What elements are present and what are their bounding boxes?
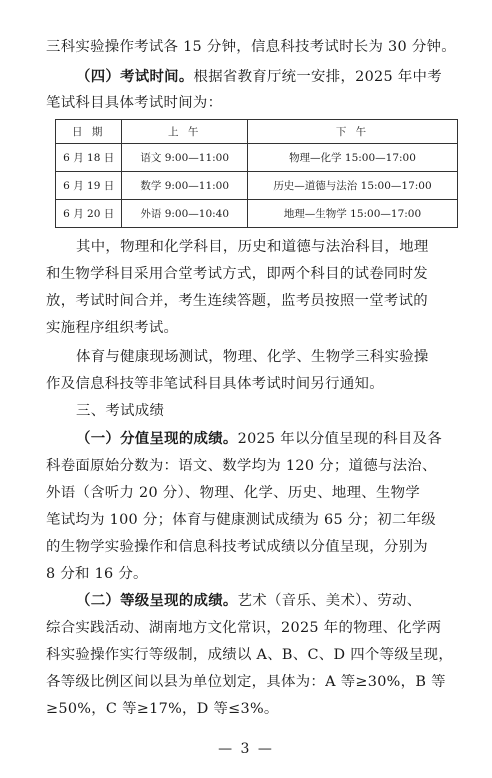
- cell-afternoon: 物理—化学 15:00—17:00: [247, 144, 457, 172]
- text-line: 放，考试时间合并，考生连续答题，监考员按照一堂考试的: [46, 293, 428, 309]
- text-line: 实施程序组织考试。: [46, 320, 179, 336]
- exam-schedule-table: [55, 119, 458, 228]
- table-row: [56, 200, 458, 228]
- cell-afternoon: 历史—道德与法治 15:00—17:00: [247, 172, 457, 200]
- cell-date: 6 月 20 日: [56, 200, 122, 228]
- text-line: 笔试均为 100 分；体育与健康测试成绩为 65 分；初二年级: [46, 512, 436, 528]
- table-row: [56, 172, 458, 200]
- heading-label: （一）分值呈现的成绩。: [76, 430, 238, 447]
- text-line: 体育与健康现场测试，物理、化学、生物学三科实验操: [76, 349, 429, 365]
- section-heading-exam-time: [76, 68, 460, 86]
- heading-label: （四）考试时间。: [76, 68, 194, 85]
- page-number: — 3 —: [218, 741, 274, 757]
- table-header-row: [56, 120, 458, 144]
- header-morning: 上 午: [122, 120, 248, 144]
- text-line: ≥50%，C 等≥17%，D 等≤3%。: [46, 701, 279, 717]
- text-line: 科实验操作实行等级制，成绩以 A、B、C、D 四个等级呈现，: [46, 647, 454, 663]
- text-line: 综合实践活动、湖南地方文化常识，2025 年的物理、化学两: [46, 620, 442, 636]
- text-line: 科卷面原始分数为：语文、数学均为 120 分；道德与法治、: [46, 458, 437, 474]
- cell-afternoon: 地理—生物学 15:00—17:00: [247, 200, 457, 228]
- subsection-grade-levels: [76, 592, 460, 610]
- text-run: 艺术（音乐、美术）、劳动、: [237, 593, 422, 609]
- text-line: 其中，物理和化学科目，历史和道德与法治科目，地理: [76, 239, 429, 255]
- header-afternoon: 下 午: [247, 120, 457, 144]
- cell-date: 6 月 18 日: [56, 144, 122, 172]
- text-line: 作及信息科技等非笔试科目具体考试时间另行通知。: [46, 376, 384, 392]
- heading-label: （二）等级呈现的成绩。: [76, 592, 238, 609]
- text-line: 笔试科目具体考试时间为：: [46, 95, 223, 111]
- cell-morning: 语文 9:00—11:00: [122, 144, 248, 172]
- subsection-score-values: [76, 430, 460, 448]
- text-run: 根据省教育厅统一安排，2025 年中考: [193, 69, 442, 85]
- text-line: 8 分和 16 分。: [46, 566, 148, 582]
- text-line: 三科实验操作考试各 15 分钟，信息科技考试时长为 30 分钟。: [46, 39, 456, 55]
- text-line: 各等级比例区间以县为单位划定，具体为：A 等≥30%，B 等: [46, 674, 446, 690]
- text-run: 2025 年以分值呈现的科目及各: [237, 431, 442, 447]
- section-heading-scores: 三、考试成绩: [76, 403, 165, 419]
- cell-morning: 外语 9:00—10:40: [122, 200, 248, 228]
- table-row: [56, 144, 458, 172]
- cell-date: 6 月 19 日: [56, 172, 122, 200]
- text-line: 的生物学实验操作和信息科技考试成绩以分值呈现，分别为: [46, 539, 428, 555]
- text-line: 外语（含听力 20 分）、物理、化学、历史、地理、生物学: [46, 485, 421, 501]
- text-line: 和生物学科目采用合堂考试方式，即两个科目的试卷同时发: [46, 266, 428, 282]
- cell-morning: 数学 9:00—11:00: [122, 172, 248, 200]
- header-date: 日 期: [56, 120, 122, 144]
